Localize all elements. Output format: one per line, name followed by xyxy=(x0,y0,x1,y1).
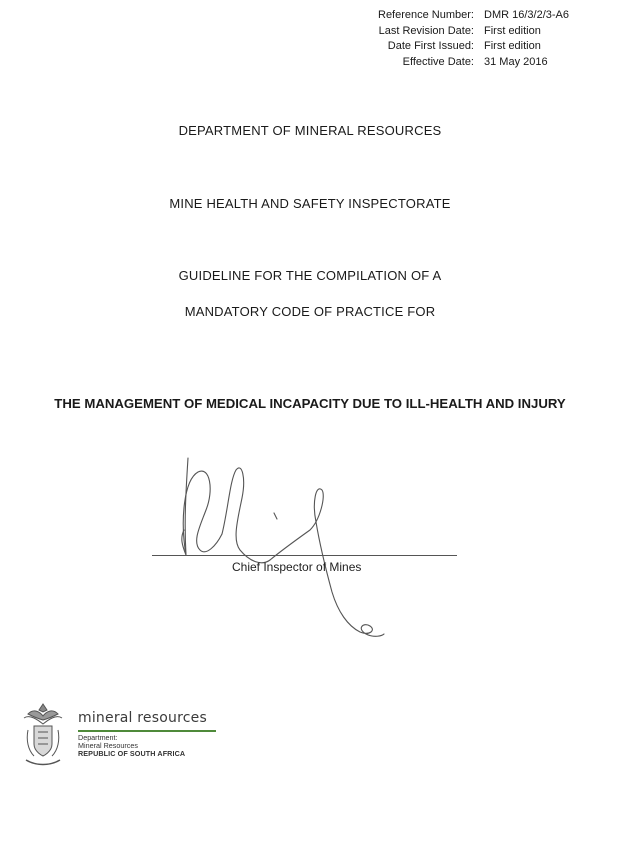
reference-number-value: DMR 16/3/2/3-A6 xyxy=(484,9,569,21)
guideline-heading-line2: MANDATORY CODE OF PRACTICE FOR xyxy=(184,304,436,319)
date-first-issued-value: First edition xyxy=(484,40,541,52)
date-first-issued-row xyxy=(340,39,610,55)
reference-number-row xyxy=(340,8,610,24)
guideline-heading-line1: GUIDELINE FOR THE COMPILATION OF A xyxy=(178,268,442,283)
brand-divider xyxy=(78,730,216,732)
signature-line xyxy=(152,555,457,556)
effective-date-row xyxy=(340,55,610,71)
last-revision-row xyxy=(340,24,610,40)
effective-date-value: 31 May 2016 xyxy=(484,55,548,68)
handwritten-signature xyxy=(170,450,400,650)
brand-name: mineral resources xyxy=(78,710,207,726)
department-logo xyxy=(20,700,260,770)
effective-date-label: Effective Date: xyxy=(402,55,474,68)
document-title: THE MANAGEMENT OF MEDICAL INCAPACITY DUE TO ILL-HEALTH AND INJURY xyxy=(54,396,566,411)
reference-block xyxy=(340,8,610,70)
last-revision-label: Last Revision Date: xyxy=(378,24,474,37)
date-first-issued-label: Date First Issued: xyxy=(387,40,474,52)
reference-number-label: Reference Number: xyxy=(378,9,474,21)
last-revision-value: First edition xyxy=(484,24,541,37)
inspectorate-heading: MINE HEALTH AND SAFETY INSPECTORATE xyxy=(169,196,451,211)
brand-department-label: Department: xyxy=(78,733,118,742)
brand-country: REPUBLIC OF SOUTH AFRICA xyxy=(78,749,186,758)
brand-department-name: Mineral Resources xyxy=(78,741,138,750)
coat-of-arms-icon xyxy=(20,700,66,768)
signature-caption: Chief Inspector of Mines xyxy=(232,560,362,574)
department-heading: DEPARTMENT OF MINERAL RESOURCES xyxy=(178,123,442,138)
